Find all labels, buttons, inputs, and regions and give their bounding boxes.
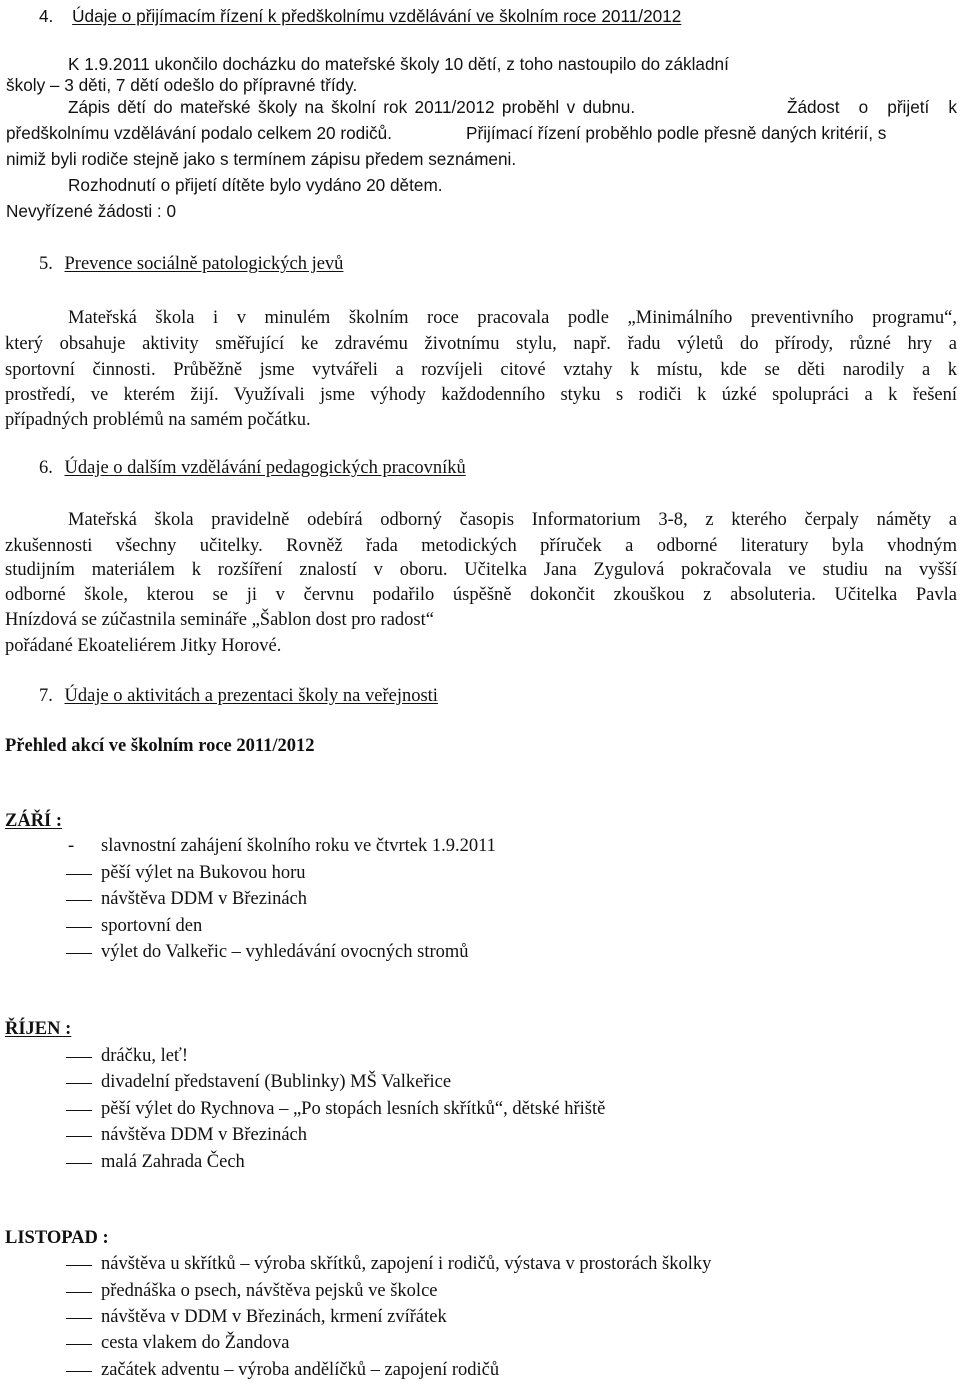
section-5-title: Prevence sociálně patologických jevů: [64, 254, 344, 274]
list-item: divadelní představení (Bublinky) MŠ Valkeřice: [101, 1072, 452, 1092]
sec4-paragraph-2-line-1a: Zápis dětí do mateřské školy na školní rok 2011/2012 proběhl v dubnu.: [68, 97, 636, 117]
section-4-number: 4.: [39, 6, 54, 26]
sec6-line-4: odborné škole, kterou se ji v červnu podařilo úspěšně dokončit zkouškou z absoluteria. Učitelka Pavla: [5, 585, 957, 605]
first-item-hyphen: -: [68, 836, 75, 856]
section-6-heading: [39, 459, 466, 478]
sec6-line-1: Mateřská škola pravidelně odebírá odborný časopis Informatorium 3-8, z kterého čerpaly náměty a: [68, 510, 957, 530]
dash-bullet: [66, 1292, 92, 1293]
list-item: pěší výlet do Rychnova – „Po stopách lesních skřítků“, dětské hřiště: [101, 1099, 606, 1119]
month-title-september: ZÁŘÍ :: [5, 811, 63, 831]
list-item: začátek adventu – výroba andělíčků – zapojení rodičů: [101, 1360, 500, 1380]
sec4-paragraph-2-line-2a: předškolnímu vzdělávání podalo celkem 20 rodičů.: [6, 123, 392, 143]
overview-title: Přehled akcí ve školním roce 2011/2012: [5, 736, 315, 756]
list-item: návštěva DDM v Březinách: [101, 1125, 308, 1145]
section-7-title: Údaje o aktivitách a prezentaci školy na veřejnosti: [64, 686, 438, 706]
list-item: malá Zahrada Čech: [101, 1152, 245, 1172]
sec4-paragraph-4: Nevyřízené žádosti : 0: [6, 201, 177, 221]
sec4-paragraph-2-line-2b: Přijímací řízení proběhlo podle přesně daných kritérií, s: [466, 123, 887, 143]
dash-bullet: [66, 927, 92, 928]
sec6-line-5: Hnízdová se zúčastnila semináře „Šablon dost pro radost“: [5, 610, 434, 630]
list-item: návštěva u skřítků – výroba skřítků, zapojení i rodičů, výstava v prostorách školky: [101, 1254, 712, 1274]
month-title-october: ŘÍJEN :: [5, 1019, 72, 1039]
dash-bullet: [66, 1318, 92, 1319]
sec4-paragraph-2-line-3: nimiž byli rodiče stejně jako s termínem zápisu předem seznámeni.: [6, 149, 517, 169]
section-6-number: 6.: [39, 458, 53, 478]
section-6-title: Údaje o dalším vzdělávání pedagogických pracovníků: [64, 458, 466, 478]
sec5-line-3: sportovní činnosti. Průběžně jsme vytvářeli a rozvíjeli citové vztahy k místu, kde se děti narodily a k: [5, 360, 957, 380]
dash-bullet: [66, 1083, 92, 1084]
sec5-line-5: případných problémů na samém počátku.: [5, 410, 311, 430]
dash-bullet: [66, 1371, 92, 1372]
sec5-line-2: který obsahuje aktivity směřující ke zdravému životnímu stylu, např. řadu výletů do přírody, různé hry a: [5, 334, 957, 354]
sec6-line-2: zkušennosti všechny učitelky. Rovněž řada metodických příruček a odborné literatury byla vhodným: [5, 536, 957, 556]
dash-bullet: [66, 1136, 92, 1137]
section-4-heading: [39, 8, 681, 25]
sec5-line-4: prostředí, ve kterém žijí. Využívali jsme výhody každodenního styku s rodiči k úzké spolupráci a k řešení: [5, 385, 957, 405]
list-item: návštěva DDM v Březinách: [101, 889, 308, 909]
sec4-paragraph-3: Rozhodnutí o přijetí dítěte bylo vydáno 20 dětem.: [68, 175, 443, 195]
sec4-paragraph-1-line-1: K 1.9.2011 ukončilo docházku do mateřské školy 10 dětí, z toho nastoupilo do základní: [68, 54, 729, 74]
list-item: návštěva v DDM v Březinách, krmení zvířátek: [101, 1307, 447, 1327]
section-5-heading: [39, 255, 343, 274]
list-item: přednáška o psech, návštěva pejsků ve školce: [101, 1281, 438, 1301]
list-item: slavnostní zahájení školního roku ve čtvrtek 1.9.2011: [101, 836, 496, 856]
dash-bullet: [66, 874, 92, 875]
dash-bullet: [66, 1265, 92, 1266]
sec4-paragraph-1-line-2: školy – 3 děti, 7 dětí odešlo do přípravné třídy.: [6, 75, 358, 95]
dash-bullet: [66, 1163, 92, 1164]
section-5-number: 5.: [39, 254, 53, 274]
dash-bullet: [66, 1110, 92, 1111]
section-7-number: 7.: [39, 686, 53, 706]
sec6-line-6: pořádané Ekoateliérem Jitky Horové.: [5, 636, 282, 656]
list-item: pěší výlet na Bukovou horu: [101, 863, 306, 883]
dash-bullet: [66, 1344, 92, 1345]
section-7-heading: [39, 687, 438, 706]
sec6-line-3: studijním materiálem k rozšíření znalostí v oboru. Učitelka Jana Zygulová pokračovala ve studiu na vyšší: [5, 560, 957, 580]
sec4-paragraph-2-line-1b: Žádost o přijetí k: [787, 97, 957, 117]
month-title-november: LISTOPAD :: [5, 1228, 109, 1248]
dash-bullet: [66, 1057, 92, 1058]
list-item: výlet do Valkeřic – vyhledávání ovocných stromů: [101, 942, 469, 962]
dash-bullet: [66, 900, 92, 901]
list-item: sportovní den: [101, 916, 203, 936]
list-item: dráčku, leť!: [101, 1046, 188, 1066]
sec5-line-1: Mateřská škola i v minulém školním roce pracovala podle „Minimálního preventivního programu“,: [68, 308, 957, 328]
dash-bullet: [66, 953, 92, 954]
list-item: cesta vlakem do Žandova: [101, 1333, 290, 1353]
section-4-title: Údaje o přijímacím řízení k předškolnímu vzdělávání ve školním roce 2011/2012: [72, 6, 682, 26]
